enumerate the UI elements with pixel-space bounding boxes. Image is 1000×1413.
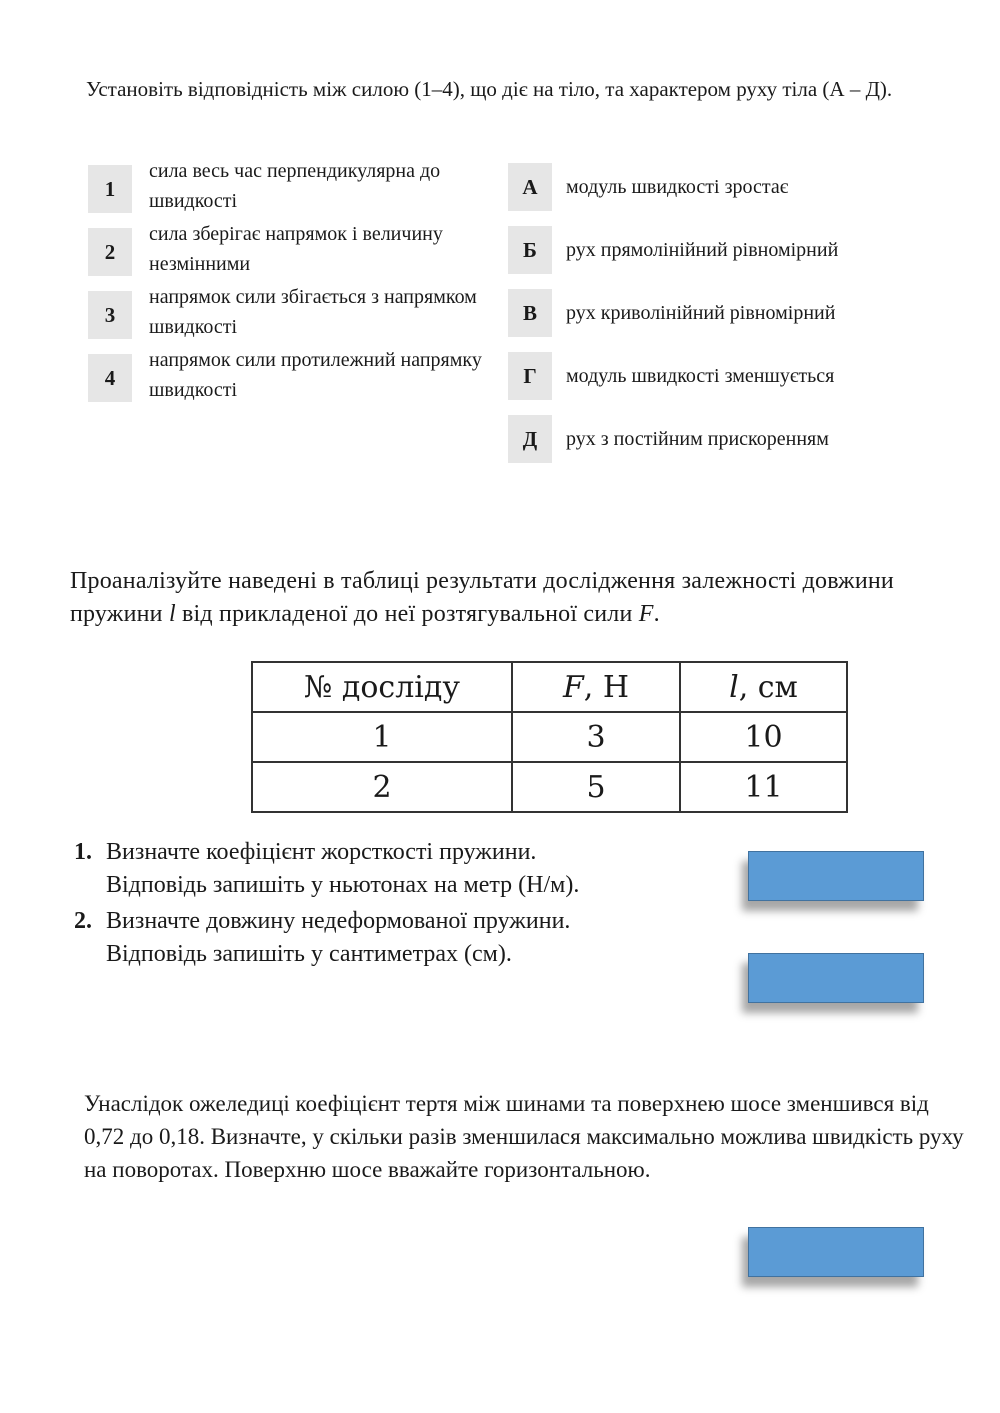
question-text: Визначте коефіцієнт жорсткості пружини. [106,839,537,865]
question-2 [74,905,570,971]
question-1 [74,836,579,902]
answer-input-2[interactable] [748,953,924,1003]
header-experiment: № досліду [252,662,512,712]
cell-length: 10 [680,712,847,762]
task2-intro: Проаналізуйте наведені в таблиці результати дослідження залежності довжини пружини l від прикладеної до неї розтягувальної сили F. [70,568,894,627]
left-item-number: 4 [88,354,132,402]
left-item-text: напрямок сили збігається з напрямком швидкості [149,286,477,338]
answer-input-1[interactable] [748,851,924,901]
cell-experiment: 1 [252,712,512,762]
left-item-text: сила зберігає напрямок і величину незмінними [149,223,443,275]
right-item-text: рух з постійним прискоренням [566,428,829,450]
right-item-letter: Г [508,352,552,400]
right-item-text: модуль швидкості зростає [566,176,789,198]
question-number: 2. [74,908,92,934]
cell-experiment: 2 [252,762,512,812]
question-number: 1. [74,839,92,865]
right-item-text: модуль швидкості зменшується [566,365,835,387]
right-item-letter: А [508,163,552,211]
question-instruction: Відповідь запишіть у сантиметрах (см). [106,941,512,967]
right-item-letter: Д [508,415,552,463]
table-row [252,762,847,812]
task3-text: Унаслідок ожеледиці коефіцієнт тертя між шинами та поверхнею шосе зменшився від 0,72 до 0,18. Визначте, у скільки разів зменшилася максимально можлива швидкість руху на поворотах. Поверхню шосе вважайте горизонтальною. [84,1091,964,1182]
var-F: F [638,601,654,627]
table-header-row [252,662,847,712]
answer-input-3[interactable] [748,1227,924,1277]
header-length: l, см [680,662,847,712]
table-row [252,712,847,762]
question-text: Визначте довжину недеформованої пружини. [106,908,571,934]
left-item-number: 2 [88,228,132,276]
task1-intro: Установіть відповідність між силою (1–4), що діє на тіло, та характером руху тіла (А – Д). [86,77,893,101]
var-l: l [168,601,176,627]
results-table [251,661,848,813]
left-item-number: 1 [88,165,132,213]
cell-force: 3 [512,712,680,762]
cell-force: 5 [512,762,680,812]
question-instruction: Відповідь запишіть у ньютонах на метр (Н/м). [106,872,580,898]
right-item-letter: Б [508,226,552,274]
right-item-letter: В [508,289,552,337]
left-item-text: сила весь час перпендикулярна до швидкості [149,160,441,212]
right-item-text: рух криволінійний рівномірний [566,302,836,324]
right-item-text: рух прямолінійний рівномірний [566,239,839,261]
header-force: F, Н [512,662,680,712]
left-item-number: 3 [88,291,132,339]
left-item-text: напрямок сили протилежний напрямку швидкості [149,349,482,401]
cell-length: 11 [680,762,847,812]
